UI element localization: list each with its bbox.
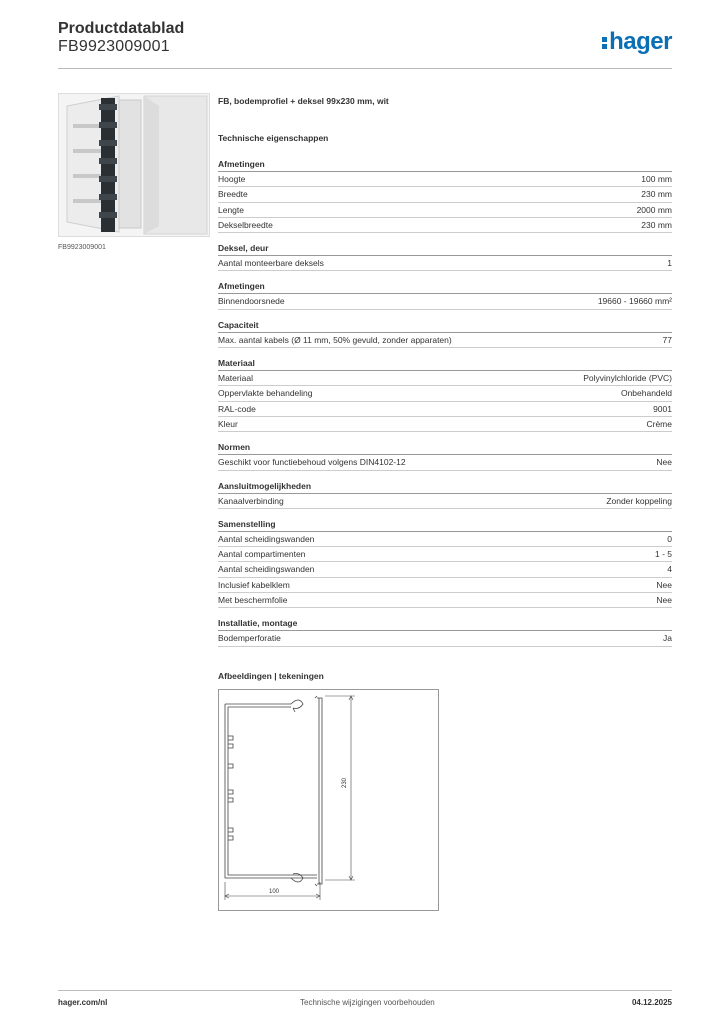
- property-value: 100 mm: [641, 174, 672, 184]
- header-divider: [58, 68, 672, 69]
- product-photo: [58, 93, 210, 237]
- section-heading: Installatie, montage: [218, 618, 672, 631]
- property-label: Aantal scheidingswanden: [218, 564, 315, 575]
- property-value: 230 mm: [641, 219, 672, 230]
- properties-title: Technische eigenschappen: [218, 133, 329, 143]
- photo-caption: FB9923009001: [58, 244, 106, 251]
- property-label: Hoogte: [218, 174, 246, 184]
- property-row: [218, 386, 672, 401]
- property-row: [218, 455, 672, 470]
- property-label: Bodemperforatie: [218, 633, 281, 644]
- product-name: FB, bodemprofiel + deksel 99x230 mm, wit: [218, 96, 389, 106]
- property-row: [218, 402, 672, 417]
- property-label: Aantal scheidingswanden: [218, 533, 315, 544]
- property-label: Dekselbreedte: [218, 219, 273, 230]
- property-label: Lengte: [218, 204, 244, 215]
- property-value: 2000 mm: [636, 204, 672, 215]
- property-label: Aantal compartimenten: [218, 549, 306, 560]
- section-heading: Materiaal: [218, 358, 672, 371]
- section-heading: Aansluitmogelijkheden: [218, 481, 672, 494]
- property-row: [218, 187, 672, 202]
- property-value: Nee: [656, 595, 672, 606]
- property-row: [218, 532, 672, 547]
- section-heading: Samenstelling: [218, 519, 672, 532]
- property-row: [218, 578, 672, 593]
- property-row: [218, 256, 672, 271]
- property-value: Zonder koppeling: [606, 495, 672, 506]
- property-label: Inclusief kabelklem: [218, 579, 290, 590]
- section-heading: Deksel, deur: [218, 243, 672, 256]
- property-row: [218, 631, 672, 646]
- property-label: Kanaalverbinding: [218, 495, 284, 506]
- property-row: [218, 333, 672, 348]
- logo-dots-icon: [602, 35, 607, 51]
- property-value: 1 - 5: [654, 549, 672, 560]
- property-value: Nee: [656, 457, 672, 468]
- main-content: [218, 96, 672, 911]
- property-value: Polyvinylchloride (PVC): [583, 373, 672, 384]
- property-value: Onbehandeld: [620, 388, 672, 399]
- section-heading: Afmetingen: [218, 281, 672, 294]
- property-value: 77: [662, 334, 672, 345]
- footer-divider: [58, 990, 672, 991]
- section-heading: Capaciteit: [218, 320, 672, 333]
- property-label: Oppervlakte behandeling: [218, 388, 313, 399]
- property-row: [218, 218, 672, 233]
- technical-drawing: [218, 689, 439, 911]
- footer-date: 04.12.2025: [631, 998, 672, 1007]
- property-label: RAL-code: [218, 403, 256, 414]
- property-row: [218, 294, 672, 309]
- property-row: [218, 172, 672, 187]
- page-title: Productdatablad: [58, 20, 185, 37]
- property-value: 0: [667, 533, 672, 544]
- height-dimension-label: 230: [342, 777, 348, 788]
- property-row: [218, 547, 672, 562]
- property-value: Ja: [663, 633, 672, 644]
- property-label: Breedte: [218, 189, 248, 200]
- property-row: [218, 562, 672, 577]
- property-label: Materiaal: [218, 373, 253, 384]
- property-label: Met beschermfolie: [218, 595, 288, 606]
- property-label: Aantal monteerbare deksels: [218, 258, 324, 269]
- property-row: [218, 371, 672, 386]
- property-value: 1: [667, 258, 672, 269]
- property-label: Kleur: [218, 418, 238, 429]
- property-value: Nee: [656, 579, 672, 590]
- properties-sections: [218, 159, 672, 647]
- footer-disclaimer: Technische wijzigingen voorbehouden: [300, 998, 435, 1007]
- footer-website[interactable]: hager.com/nl: [58, 998, 108, 1007]
- property-value: 230 mm: [641, 189, 672, 200]
- property-value: Crème: [646, 418, 672, 429]
- property-value: 4: [667, 564, 672, 575]
- property-row: [218, 203, 672, 218]
- property-label: Binnendoorsnede: [218, 296, 285, 307]
- logo-text: hager: [609, 28, 672, 55]
- property-row: [218, 593, 672, 608]
- property-value: 19660 - 19660 mm²: [597, 296, 672, 307]
- section-heading: Afmetingen: [218, 159, 672, 172]
- width-dimension-label: 100: [269, 888, 280, 895]
- property-row: [218, 417, 672, 432]
- product-code: FB9923009001: [58, 38, 170, 55]
- property-label: Max. aantal kabels (Ø 11 mm, 50% gevuld, zonder apparaten): [218, 334, 452, 345]
- section-heading: Normen: [218, 442, 672, 455]
- drawings-title: Afbeeldingen | tekeningen: [218, 670, 324, 681]
- property-label: Geschikt voor functiebehoud volgens DIN4102-12: [218, 457, 406, 468]
- property-row: [218, 494, 672, 509]
- property-value: 9001: [653, 403, 672, 414]
- hager-logo: [602, 28, 672, 56]
